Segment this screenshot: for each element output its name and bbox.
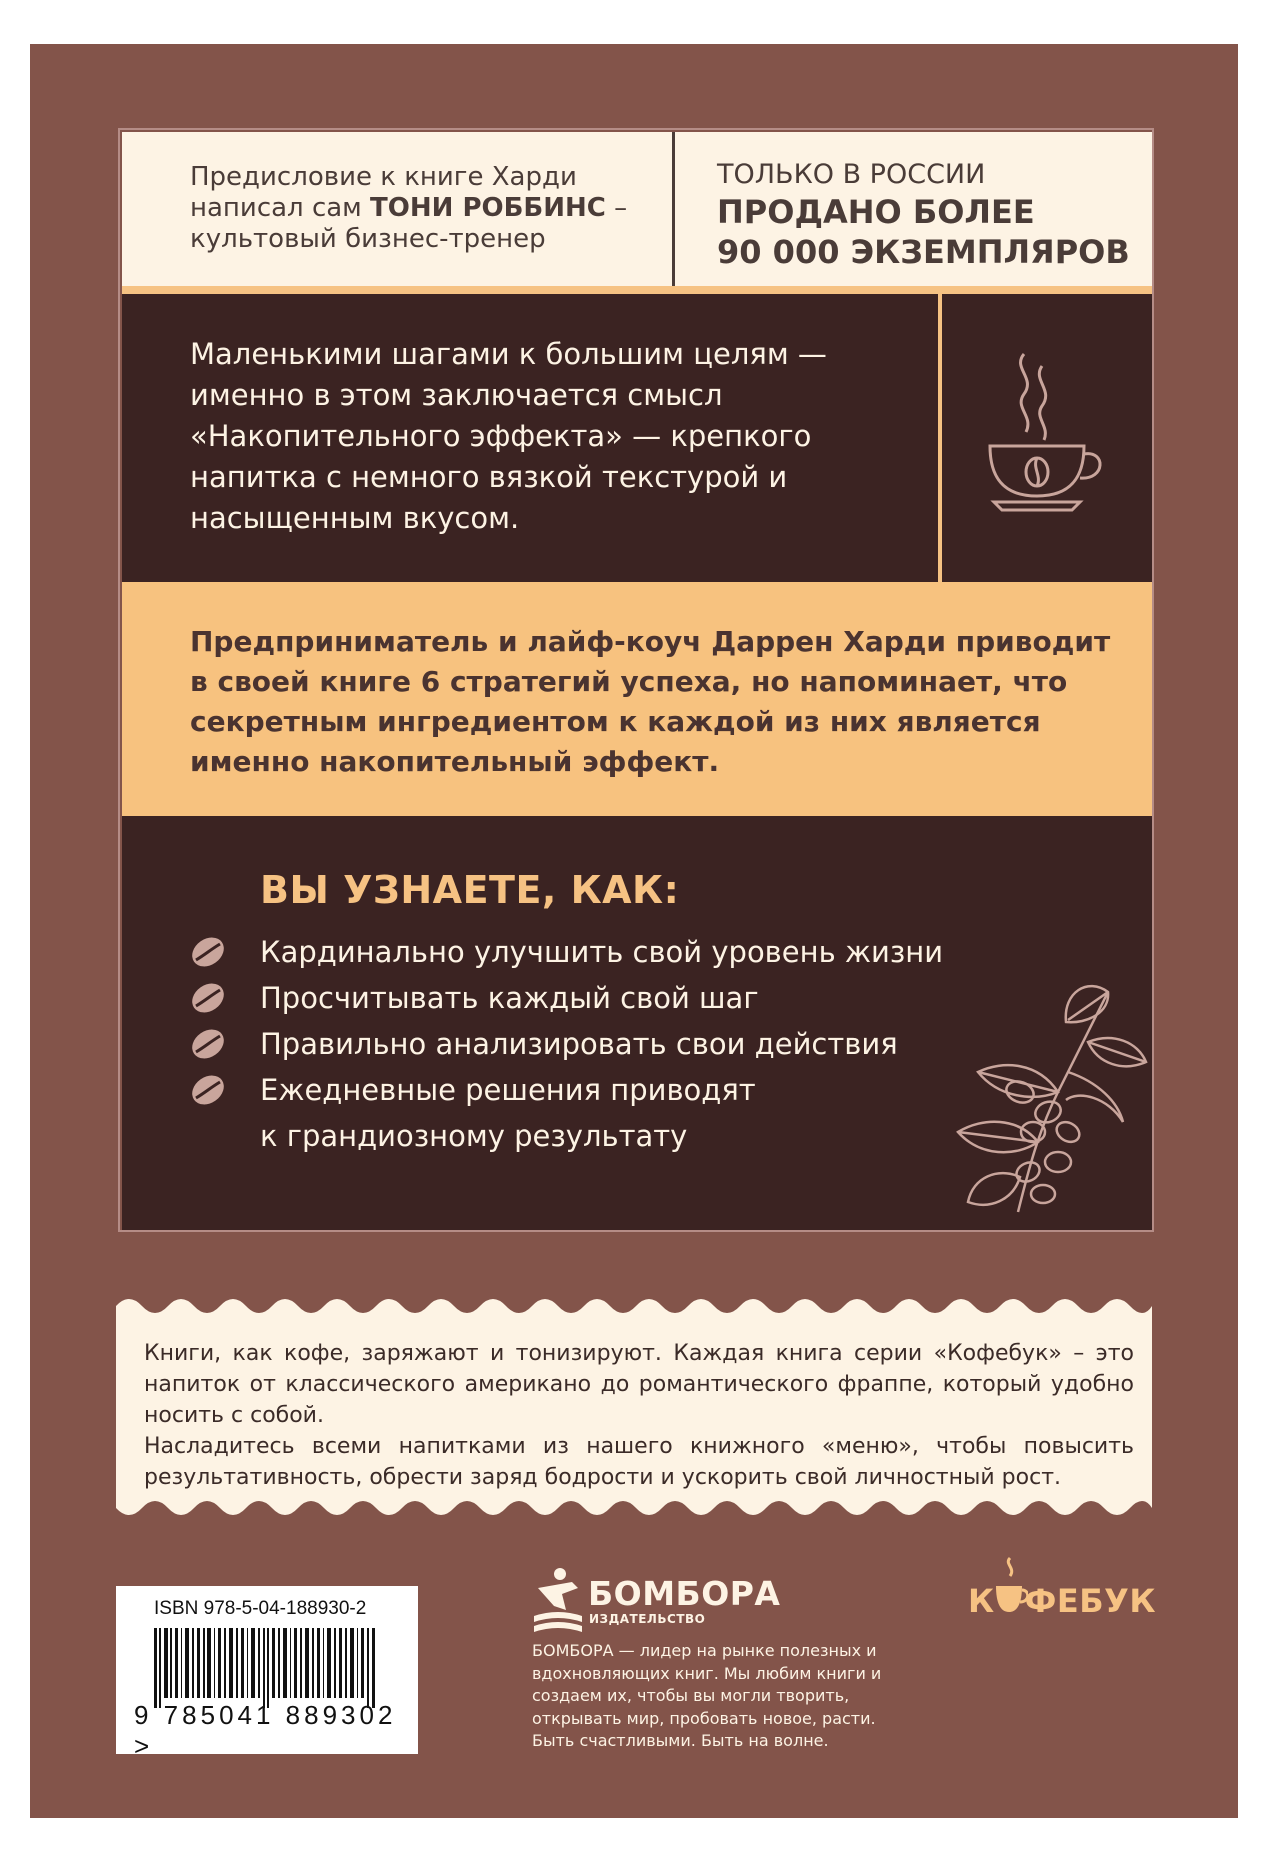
publisher-subtitle: ИЗДАТЕЛЬСТВО: [589, 1612, 706, 1626]
bombora-logo-icon: [532, 1566, 584, 1636]
strategy-text: Предприниматель и лайф-коуч Даррен Харди приводит в своей книге 6 стратегий успеха, но напоминает, что секретным ингредиентом к каждой из них является именно накопительный эффект.: [190, 625, 1111, 778]
list-item-text: Ежедневные решения приводят: [260, 1073, 756, 1107]
top-info-row: [122, 132, 1152, 286]
coffee-bean-icon: [188, 1070, 228, 1110]
series-text-2: Насладитесь всеми напитками из нашего книжного «меню», чтобы повысить результативность, обрести заряд бодрости и ускорить свой личностный рост.: [144, 1434, 1134, 1490]
divider: [938, 294, 942, 582]
isbn-digits: 9 785041 889302 >: [134, 1700, 397, 1761]
sales-note: [675, 132, 1152, 286]
preface-author: ТОНИ РОББИНС: [370, 193, 606, 223]
list-item-text: Кардинально улучшить свой уровень жизни: [260, 935, 944, 969]
preface-line-2-post: –: [605, 193, 628, 223]
accent-line: [122, 286, 1152, 294]
sales-line-2: ПРОДАНО БОЛЕЕ: [717, 193, 1035, 231]
preface-line-3: культовый бизнес-тренер: [190, 224, 546, 254]
learn-heading: ВЫ УЗНАЕТЕ, КАК:: [260, 868, 680, 912]
coffee-bean-icon: [188, 978, 228, 1018]
coffee-bean-icon: [188, 1024, 228, 1064]
preface-line-2: [190, 193, 672, 224]
intro-block: [122, 294, 1152, 582]
series-text-1: Книги, как кофе, заряжают и тонизируют. Каждая книга серии «Кофебук» – это напиток от классического американо до романтического фраппе, который удобно носить с собой.: [144, 1341, 1134, 1428]
series-description: [144, 1338, 1134, 1493]
publisher-name: БОМБОРА: [588, 1574, 781, 1613]
learn-block: [122, 816, 1152, 1230]
coffee-bean-icon: [188, 932, 228, 972]
list-item-text: к грандиозному результату: [260, 1119, 688, 1153]
publisher-description: БОМБОРА — лидер на рынке полезных и вдохновляющих книг. Мы любим книги и создаем их, чтобы вы могли творить, открывать мир, пробовать новое, расти. Быть счастливыми. Быть на волне.: [532, 1641, 882, 1750]
series-logo-part-1: К: [968, 1582, 995, 1620]
sales-line-3: 90 000 ЭКЗЕМПЛЯРОВ: [717, 233, 1130, 271]
preface-line-2-pre: написал сам: [190, 193, 371, 223]
strategy-block: [122, 582, 1152, 816]
preface-note: [122, 132, 672, 286]
coffee-cup-icon: [984, 346, 1114, 516]
sales-line-1: ТОЛЬКО В РОССИИ: [717, 159, 986, 190]
preface-line-1: Предисловие к книге Харди: [190, 162, 577, 192]
intro-text: Маленькими шагами к большим целям — именно в этом заключается смысл «Накопительного эффекта» — крепкого напитка с немного вязкой текстурой и насыщенным вкусом.: [190, 337, 827, 535]
content-frame: [118, 128, 1154, 1232]
isbn-label: ISBN 978-5-04-188930-2: [154, 1598, 367, 1619]
coffee-cup-logo-icon: [994, 1556, 1028, 1618]
barcode-icon: [154, 1628, 380, 1708]
list-item-text: Правильно анализировать свои действия: [260, 1027, 898, 1061]
isbn-barcode: [116, 1586, 418, 1761]
list-item-text: Просчитывать каждый свой шаг: [260, 981, 759, 1015]
coffee-branch-icon: [948, 972, 1148, 1222]
series-logo-part-2: ФЕБУК: [1024, 1582, 1156, 1620]
